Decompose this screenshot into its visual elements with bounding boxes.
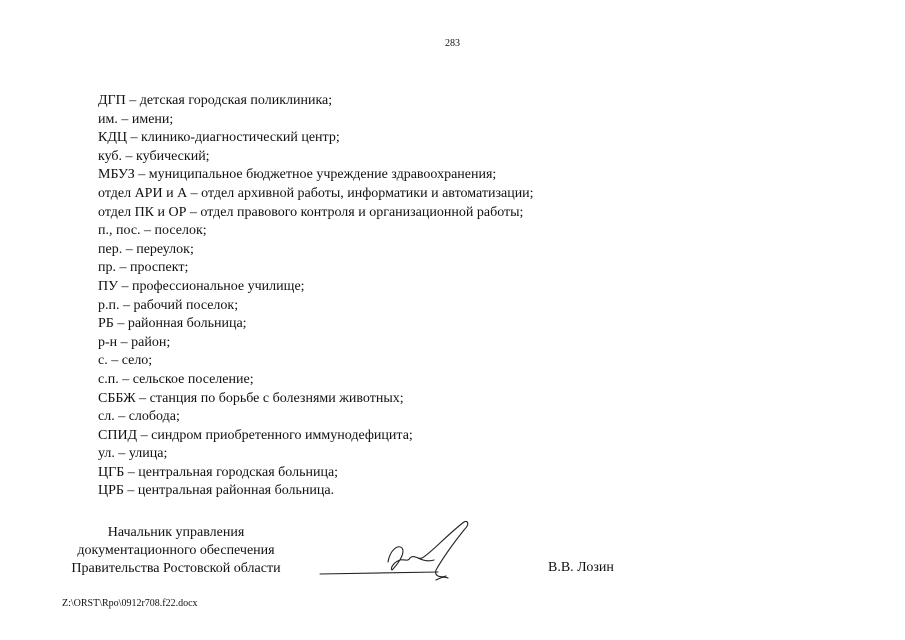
abbreviation-item: КДЦ – клинико-диагностический центр;: [98, 130, 340, 146]
abbreviation-item: СББЖ – станция по борьбе с болезнями животных;: [98, 390, 404, 406]
abbreviation-item: с. – село;: [98, 353, 153, 369]
abbreviation-item: ЦРБ – центральная районная больница.: [98, 483, 335, 499]
abbreviation-item: им. – имени;: [98, 111, 174, 127]
file-path: Z:\ORST\Rpo\0912r708.f22.docx: [62, 598, 198, 609]
signer-position-line: Начальник управления: [107, 525, 245, 540]
abbreviation-item: п., пос. – поселок;: [98, 223, 207, 239]
handwritten-signature: [318, 518, 478, 584]
abbreviation-item: ПУ – профессиональное училище;: [98, 278, 305, 294]
abbreviation-item: ДГП – детская городская поликлиника;: [98, 93, 333, 108]
abbreviation-item: МБУЗ – муниципальное бюджетное учреждение здравоохранения;: [98, 167, 497, 183]
signer-position-line: документационного обеспечения: [77, 543, 275, 558]
signer-position: [58, 524, 294, 578]
signer-name: В.В. Лозин: [548, 560, 614, 575]
abbreviation-item: р.п. – рабочий поселок;: [98, 297, 239, 313]
abbreviation-item: ЦГБ – центральная городская больница;: [98, 464, 339, 480]
abbreviation-item: отдел ПК и ОР – отдел правового контроля и организационной работы;: [98, 204, 524, 220]
signer-position-line: Правительства Ростовской области: [71, 561, 281, 576]
abbreviation-item: отдел АРИ и А – отдел архивной работы, информатики и автоматизации;: [98, 185, 534, 201]
abbreviation-item: с.п. – сельское поселение;: [98, 371, 254, 387]
abbreviation-item: р-н – район;: [98, 334, 171, 350]
page-number: 283: [445, 38, 460, 49]
abbreviation-item: куб. – кубический;: [98, 148, 210, 164]
abbreviation-item: пр. – проспект;: [98, 260, 189, 276]
abbreviation-item: РБ – районная больница;: [98, 316, 247, 332]
abbreviation-list: [98, 92, 534, 501]
abbreviation-item: сл. – слобода;: [98, 409, 180, 425]
abbreviation-item: СПИД – синдром приобретенного иммунодефицита;: [98, 427, 413, 443]
abbreviation-item: пер. – переулок;: [98, 241, 194, 257]
abbreviation-item: ул. – улица;: [98, 446, 168, 462]
